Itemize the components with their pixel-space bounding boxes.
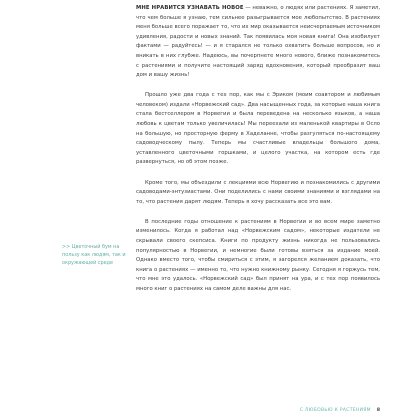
main-text-column (136, 4, 380, 305)
page-footer (280, 408, 380, 413)
margin-note: >> Цветочный бум на пользу как людям, так и окружающей среде (62, 244, 126, 266)
paragraph-attitude-change: В последние годы отношение к растениям в Норвегии и во всем мире заметно изменилось. Когда я работал над «Норвежским садом», некоторые издатели не скрывали своего скепсиса. Книги по продукту жизнь никогда не пользовались популярностью в Норвегии, и немногие были готовы взяться за издание моей. Однако вместо того, чтобы смириться с этим, я загорелся желанием доказать, что книга о растениях — именно то, что нужно книжному рынку. Сегодня я горжусь тем, что мне это удалось. «Норвежский сад» был принят на ура, и с тех пор появилось много книг о растениях на самом деле важны для нас. (136, 218, 380, 292)
page-number: 8 (376, 408, 380, 413)
paragraph-two-years: Прошло уже два года с тех пор, как мы с Эриком (моим соавтором и любимым человеком) издали «Норвежский сад». Два насыщенных года, за которые наша книга стала бестселлером в Норвегии и была переведена на несколько языков, а наша любовь к цветам только увеличилась! Мы переехали из маленькой квартиры в Осло на большую, но просторную ферму в Хаделанне, чтобы разгуляться по-настоящему садоводческому пылу. Теперь мы счастливые владельцы большого дома, уставленного цветочными горшками, и целого участка, на котором есть где развернуться, но об этом позже. (136, 92, 380, 166)
footer-chapter-title: С ЛЮБОВЬЮ К РАСТЕНИЯМ (299, 408, 371, 413)
paragraph-lectures: Кроме того, мы объездили с лекциями всю Норвегию и познакомились с другими садоводами-энтузиастами. Они поделились с нами своими знаниями и взглядами на то, что растения дарят людям. Теперь я хочу рассказать все это вам. (136, 179, 380, 205)
paragraph-intro-body: — неважно, о людях или растениях. Я заметил, что чем больше я узнаю, тем сильнее разыгрывается мое любопытство. В растениях меня больше всего поражает то, что их мир оказывается неисчерпаемым источником удивления, радости и новых знаний. Так появилась моя новая книга! Она изобилует фактами — радуйтесь! — и я старался не только охватить больше вопросов, но и вникать в них глубже. Надеюсь, вы почерпнете много нового, ближе познакомитесь с растениями и получите настоящий заряд вдохновения, который преобразит ваш дом и вашу жизнь! (136, 5, 381, 79)
lead-heading: МНЕ НРАВИТСЯ УЗНАВАТЬ НОВОЕ (136, 5, 244, 11)
paragraph-intro (136, 4, 380, 81)
